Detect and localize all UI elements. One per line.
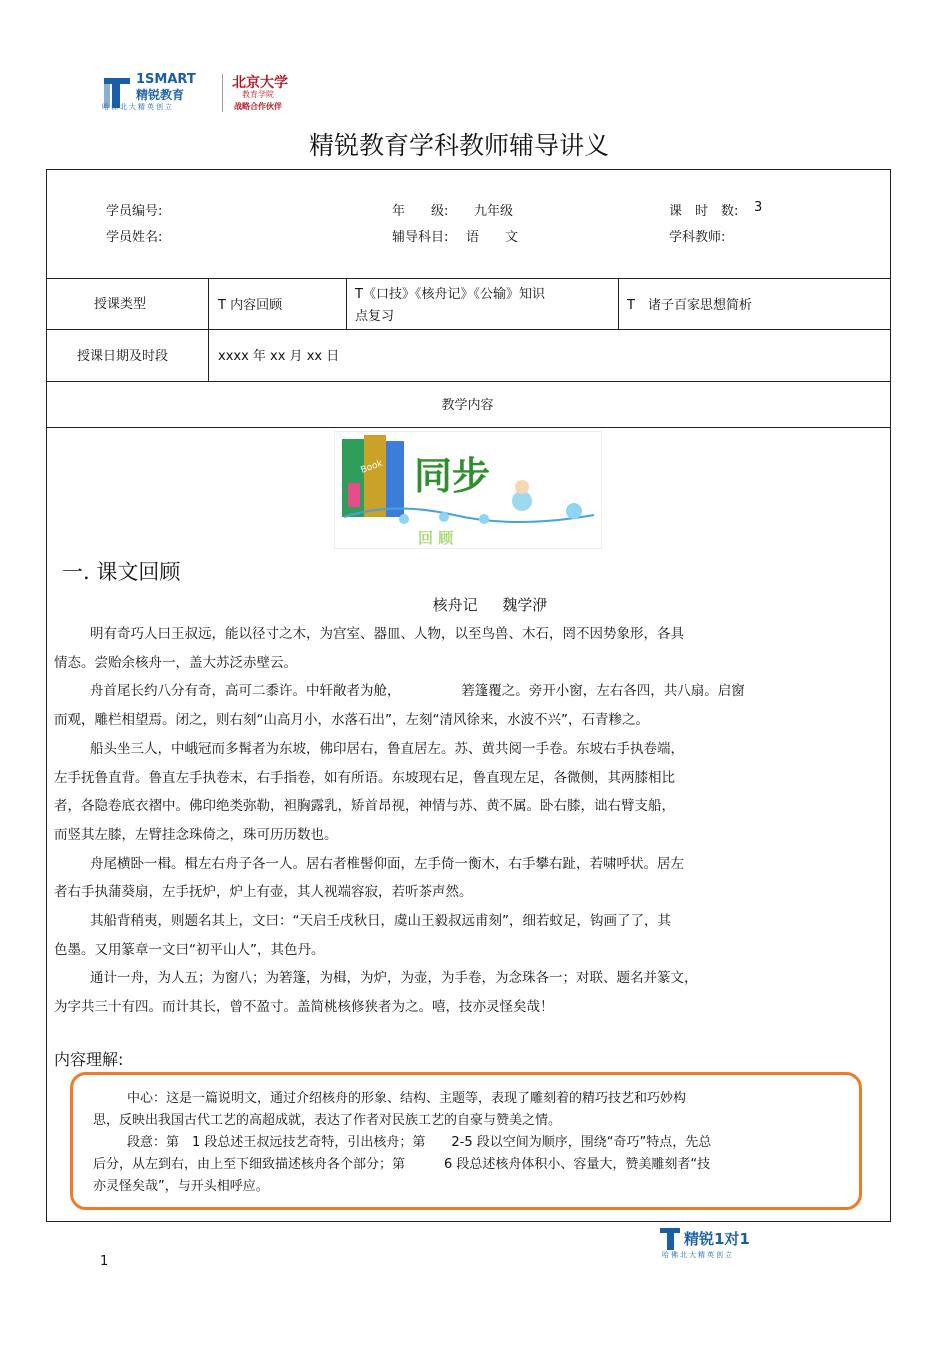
column-divider — [618, 278, 619, 330]
article-line: 通计一舟，为人五；为窗八；为箬篷，为楫，为炉，为壶，为手卷，为念珠各一；对联、题名并篆文， — [90, 970, 698, 987]
article-line: 色墨。又用篆章一文曰“初平山人”，其色丹。 — [54, 941, 325, 958]
article-author: 魏学洢 — [502, 596, 548, 614]
partner-name: 北京大学 — [232, 75, 288, 91]
understanding-line: 亦灵怪矣哉”，与开头相呼应。 — [93, 1179, 269, 1194]
header-logo — [100, 72, 300, 116]
understanding-line: 思，反映出我国古代工艺的高超成就，表达了作者对民族工艺的自豪与赞美之情。 — [93, 1113, 562, 1128]
article-line: 其船背稍夷，则题名其上，文曰：“天启壬戌秋日，虞山王毅叔远甫刻”，细若蚊足，钩画了了，其 — [90, 913, 671, 930]
understanding-text — [93, 1088, 833, 1198]
column-divider — [346, 278, 347, 330]
article-line: 者，各隐卷底衣褶中。佛印绝类弥勒，袒胸露乳，矫首昂视，神情与苏、黄不属。卧右膝，诎右臂支船， — [54, 798, 675, 815]
document-title: 精锐教育学科教师辅导讲义 — [308, 131, 609, 160]
lesson-date-value: xxxx 年 xx 月 xx 日 — [218, 349, 340, 364]
grade-value: 九年级 — [474, 204, 514, 219]
footer-brand-icon — [660, 1228, 682, 1252]
article-line: 而观，雕栏相望焉。闭之，则右刻“山高月小，水落石出”，左刻“清风徐来，水波不兴”，石青糁之。 — [54, 712, 649, 729]
logo-divider — [222, 74, 223, 112]
partner-role: 战略合作伙伴 — [234, 102, 282, 111]
article-line: 为字共三十有四。而计其长，曾不盈寸。盖简桃核修狭者为之。嘻，技亦灵怪矣哉！ — [54, 999, 554, 1016]
article-line: 明有奇巧人曰王叔远，能以径寸之木，为宫室、器皿、人物，以至鸟兽、木石，罔不因势象形，各具 — [90, 626, 684, 642]
understanding-line: 中心：这是一篇说明文，通过介绍核舟的形象、结构、主题等，表现了雕刻着的精巧技艺和巧妙构 — [127, 1091, 687, 1106]
article-line: 者右手执蒲葵扇，左手抚炉，炉上有壶，其人视端容寂，若听茶声然。 — [54, 884, 473, 901]
article-line: 左手抚鲁直背。鲁直左手执卷末，右手指卷，如有所语。东坡现右足，鲁直现左足，各微侧，其两膝相比 — [54, 769, 675, 786]
article-body — [54, 620, 844, 1022]
banner-title-text: 同步 — [414, 453, 491, 498]
footer-logo — [660, 1226, 770, 1262]
logo-chinese: 精锐教育 — [136, 88, 185, 102]
page-number: 1 — [100, 1254, 109, 1269]
lesson-date-row — [46, 329, 891, 382]
partner-dept: 教育学院 — [242, 90, 274, 99]
footer-logo-tagline: 哈佛北大精英创立 — [662, 1251, 734, 1259]
hours-value: 3 — [754, 200, 763, 215]
banner-book-text: Book — [359, 458, 385, 476]
article-line: 船头坐三人，中峨冠而多髯者为东坡，佛印居右，鲁直居左。苏、黄共阅一手卷。东坡右手执卷端， — [90, 740, 684, 757]
logo-english: 1SMART — [136, 72, 196, 87]
banner-sub-text: 回 顾 — [418, 529, 454, 547]
grade-label: 年 级: — [392, 204, 449, 219]
banner-art-icon — [334, 431, 602, 549]
section-heading: 一. 课文回顾 — [62, 560, 181, 584]
article-title — [0, 594, 950, 615]
understanding-label: 内容理解: — [54, 1050, 124, 1069]
teacher-label: 学科教师: — [669, 230, 726, 245]
hours-label: 课 时 数: — [669, 204, 739, 219]
lesson-type-1: T 内容回顾 — [218, 298, 283, 313]
teaching-content-label: 教学内容 — [441, 398, 494, 413]
subject-value: 语 文 — [466, 230, 519, 245]
student-info-box — [46, 169, 891, 279]
article-line: 而竖其左膝，左臂挂念珠倚之，珠可历历数也。 — [54, 826, 338, 843]
lesson-type-2-line1: T《口技》《核舟记》《公输》知识 — [355, 287, 545, 302]
article-line: 舟尾横卧一楫。楫左右舟子各一人。居右者椎髻仰面，左手倚一衡木，右手攀右趾，若啸呼状。居左 — [90, 855, 684, 872]
sync-review-banner — [334, 431, 602, 549]
student-name-label: 学员姓名: — [106, 230, 163, 245]
article-title-text: 核舟记 — [432, 596, 478, 614]
lesson-type-3: T 诸子百家思想简析 — [627, 298, 752, 313]
understanding-line: 段意：第 1 段总述王叔远技艺奇特，引出核舟；第 2-5 段以空间为顺序，围绕“奇巧”特点，先总 — [127, 1135, 712, 1150]
lesson-type-label: 授课类型 — [94, 297, 147, 312]
article-line: 舟首尾长约八分有奇，高可二黍许。中轩敞者为舱， 箬篷覆之。旁开小窗，左右各四，共八扇。启窗 — [90, 683, 745, 700]
lesson-type-2-line2: 点复习 — [355, 309, 395, 324]
student-id-label: 学员编号: — [106, 204, 163, 219]
understanding-line: 后分，从左到右，由上至下细致描述核舟各个部分；第 6 段总述核舟体积小、容量大，赞美雕刻者“技 — [93, 1157, 711, 1172]
subject-label: 辅导科目: — [392, 230, 449, 245]
logo-tagline: 哈佛北大精英创立 — [102, 103, 174, 111]
article-line: 情态。尝贻余核舟一，盖大苏泛赤壁云。 — [54, 654, 297, 671]
lesson-date-label: 授课日期及时段 — [77, 349, 169, 364]
footer-logo-text: 精锐1对1 — [684, 1230, 750, 1248]
